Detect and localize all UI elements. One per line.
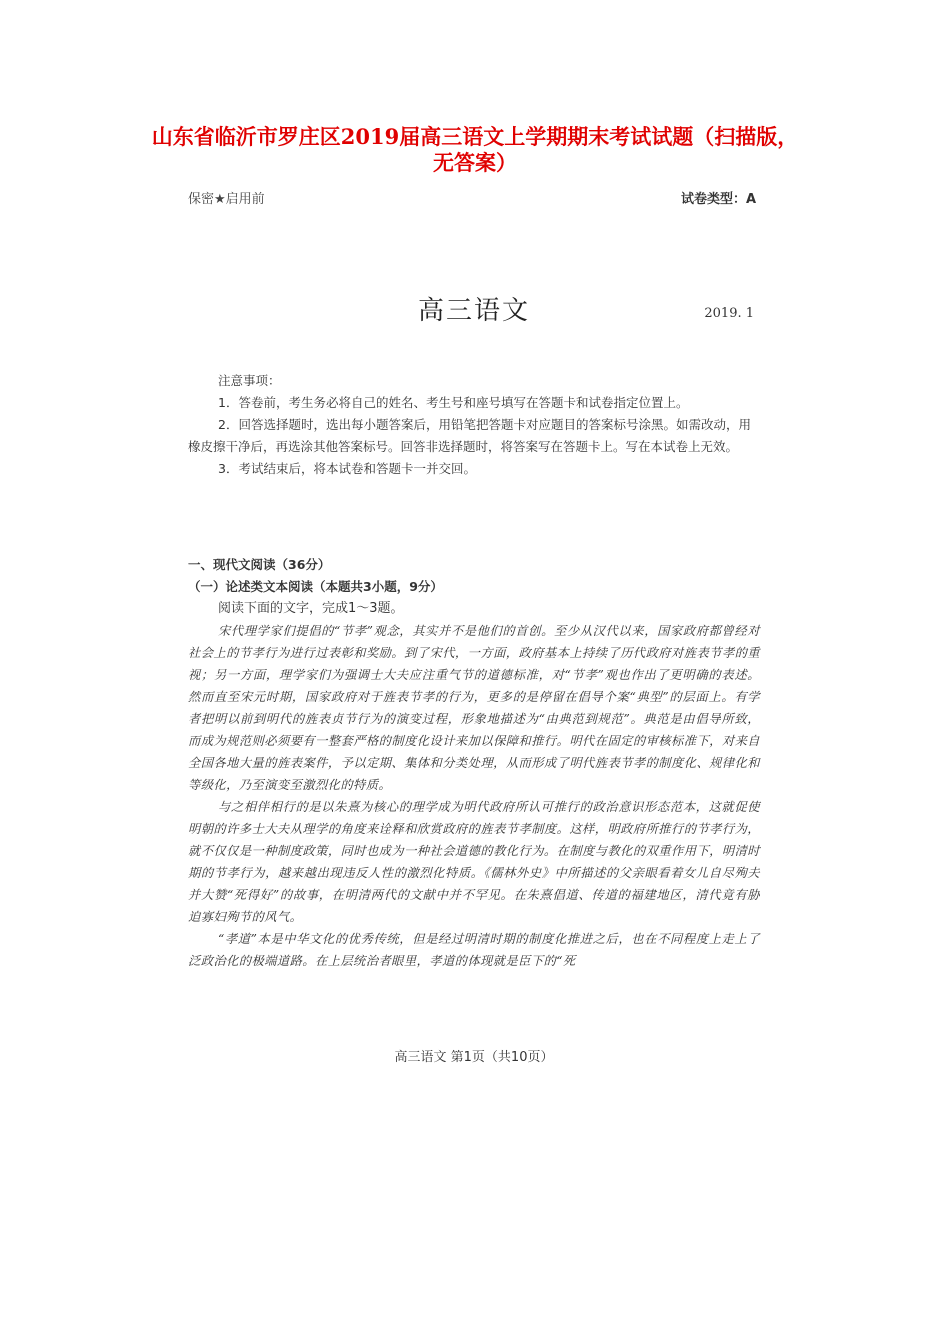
notice-item: 1．答卷前，考生务必将自己的姓名、考生号和座号填写在答题卡和试卷指定位置上。 (218, 395, 689, 410)
exam-title: 高三语文 (417, 296, 530, 326)
notice-item: 2．回答选择题时，选出每小题答案后，用铅笔把答题卡对应题目的答案标号涂黑。如需改动，用橡皮擦干净后，再选涂其他答案标号。回答非选择题时，将答案写在答题卡上。写在本试卷上无效。 (188, 417, 751, 454)
section-subheading: （一）论述类文本阅读（本题共3小题，9分） (188, 579, 443, 594)
paper-type-label: 试卷类型：A (680, 192, 756, 207)
notice-block (188, 370, 760, 480)
notice-heading: 注意事项： (218, 373, 281, 388)
scanned-page (188, 180, 760, 1080)
passage-paragraph: 与之相伴相行的是以朱熹为核心的理学成为明代政府所认可推行的政治意识形态范本，这就促使明朝的许多士大夫从理学的角度来诠释和欣赏政府的旌表节孝制度。这样，明政府所推行的节孝行为，就不仅仅是一种制度政策，同时也成为一种社会道德的教化行为。在制度与教化的双重作用下，明清时期的节孝行为，越来越出现违反人性的激烈化特质。《儒林外史》中所描述的父亲眼看着女儿自尽殉夫并大赞“死得好”的故事，在明清两代的文献中并不罕见。在朱熹倡道、传道的福建地区，清代竟有胁迫寡妇殉节的风气。 (188, 800, 760, 924)
passage-paragraph: “孝道”本是中华文化的优秀传统，但是经过明清时期的制度化推进之后，也在不同程度上走上了泛政治化的极端道路。在上层统治者眼里，孝道的体现就是臣下的“死 (188, 932, 760, 968)
document-title-line2: 无答案） (433, 150, 517, 175)
section-heading: 一、现代文阅读（36分） (188, 557, 331, 572)
confidential-label: 保密★启用前 (188, 192, 265, 207)
document-title-line1: 山东省临沂市罗庄区2019届高三语文上学期期末考试试题（扫描版， (151, 124, 799, 149)
page-footer: 高三语文 第1页（共10页） (394, 1050, 554, 1065)
section-instructions: 阅读下面的文字，完成1～3题。 (218, 601, 404, 616)
reading-section (188, 554, 760, 972)
exam-date: 2019. 1 (704, 306, 754, 321)
document-title (0, 124, 950, 176)
passage-paragraph: 宋代理学家们提倡的“节孝”观念，其实并不是他们的首创。至少从汉代以来，国家政府都曾经对社会上的节孝行为进行过表彰和奖励。到了宋代，一方面，政府基本上持续了历代政府对旌表节孝的重视；另一方面，理学家们为强调士大夫应注重气节的道德标准，对“节孝”观也作出了更明确的表述。然而直至宋元时期，国家政府对于旌表节孝的行为，更多的是停留在倡导个案“典型”的层面上。有学者把明以前到明代的旌表贞节行为的演变过程，形象地描述为“由典范到规范”。典范是由倡导所致，而成为规范则必须要有一整套严格的制度化设计来加以保障和推行。明代在固定的审核标准下，对来自全国各地大量的旌表案件，予以定期、集体和分类处理，从而形成了明代旌表节孝的制度化、规律化和等级化，乃至演变至激烈化的特质。 (188, 624, 760, 792)
notice-item: 3．考试结束后，将本试卷和答题卡一并交回。 (218, 461, 476, 476)
